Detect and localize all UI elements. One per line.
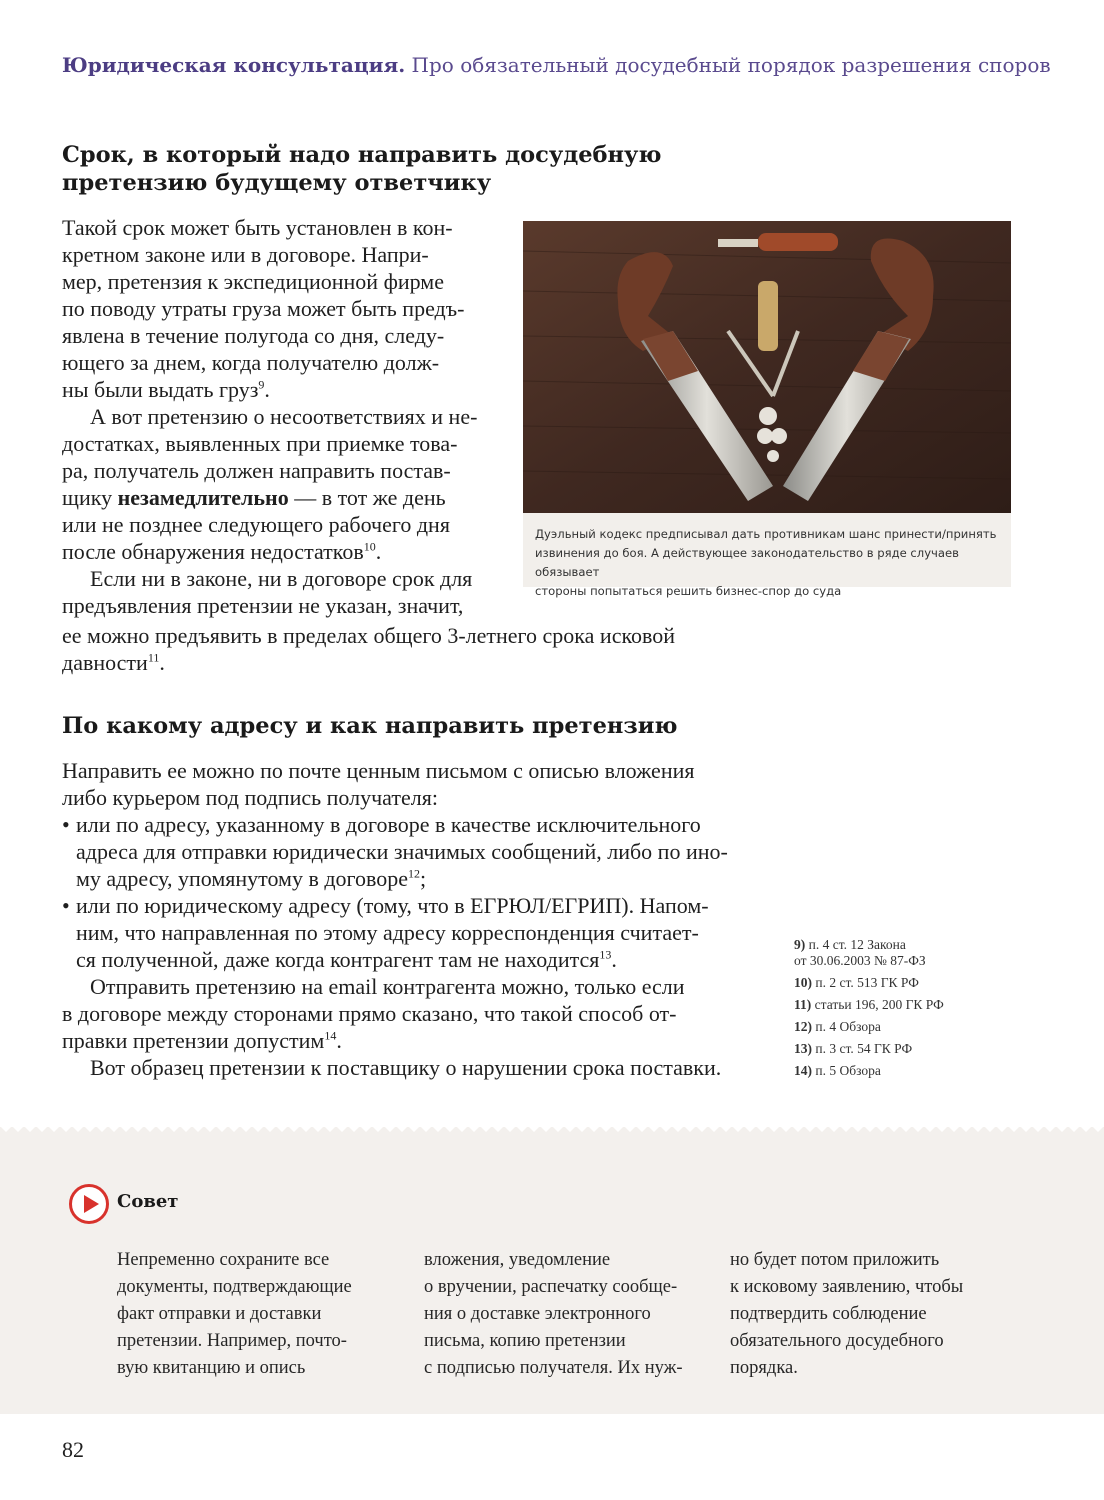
advice-column-1: Непременно сохраните все документы, подтверждающие факт отправки и доставки претензии. Например, почто- вую квитанцию и опись [117, 1250, 352, 1378]
footnote: 10) п. 2 ст. 513 ГК РФ [794, 975, 919, 990]
footnote-continuation: от 30.06.2003 № 87-ФЗ [794, 953, 926, 968]
address-options-list [62, 811, 752, 973]
advice-title: Совет [117, 1191, 179, 1212]
paragraph: Такой срок может быть установлен в кон- кретном законе или в договоре. Напри- мер, претензия к экспедиционной фирме по поводу утраты груза может быть предъ- явлена в течение полугода со дня, следу- ющего за днем, когда получателю долж- ны были выдать груз$^9$. [62, 215, 465, 402]
paragraph: А вот претензию о несоответствиях и не- достатках, выявленных при приемке това- ра, получатель должен направить постав- щику незамедлительно — в тот же день или не позднее следующего рабочего дня после обнаружения недостатков$^{10}$. [62, 404, 478, 564]
footnote-ref: 14 [324, 1028, 337, 1043]
paragraph: Если ни в законе, ни в договоре срок для предъявления претензии не указан, значит, [62, 566, 473, 618]
footnote: 12) п. 4 Обзора [794, 1019, 881, 1034]
section-address-body [62, 757, 752, 1081]
page-number: 82 [62, 1437, 84, 1462]
advice-column-2: вложения, уведомление о вручении, распечатку сообще- ния о доставке электронного письма, копию претензии с подписью получателя. Их нуж- [424, 1250, 683, 1378]
paragraph: Направить ее можно по почте ценным письмом с описью вложения либо курьером под подпись получателя: [62, 758, 695, 810]
advice-column-3: но будет потом приложить к исковому заявлению, чтобы подтвердить соблюдение обязательного досудебного порядка. [730, 1250, 964, 1378]
list-item: • или по юридическому адресу (тому, что в ЕГРЮЛ/ЕГРИП). Напом- ним, что направленная по этому адресу корреспонденция считает- ся полученной, даже когда контрагент там не находится$^{13}$. [62, 892, 752, 973]
section-title-deadline: Срок, в который надо направить досудебную претензию будущему ответчику [62, 142, 662, 196]
section-deadline-body-wide: ее можно предъявить в пределах общего 3-летнего срока исковой давности$^{11}$. [62, 623, 676, 675]
footnote-ref: 10 [363, 539, 376, 554]
footnote-ref: 9 [258, 377, 265, 392]
footnote-ref: 13 [599, 947, 612, 962]
footnote: 14) п. 5 Обзора [794, 1063, 881, 1078]
section-title-address: По какому адресу и как направить претензию [62, 713, 678, 739]
dueling-pistols-photo [523, 221, 1011, 513]
paragraph: Вот образец претензии к поставщику о нарушении срока поставки. [90, 1055, 722, 1080]
header-topic: Про обязательный досудебный порядок разрешения споров [411, 53, 1051, 77]
torn-edge [0, 1126, 1104, 1136]
footnotes [794, 934, 1014, 1082]
emphasis: незамедлительно [117, 485, 289, 510]
play-icon [68, 1183, 110, 1225]
header-section: Юридическая консультация. [62, 53, 406, 77]
running-header [62, 53, 1052, 77]
footnote: 11) статьи 196, 200 ГК РФ [794, 997, 944, 1012]
section-deadline-body [62, 214, 502, 619]
list-item: • или по адресу, указанному в договоре в качестве исключительного адреса для отправки юридически значимых сообщений, либо по ино- му адресу, упомянутому в договоре$^{12}$; [62, 811, 752, 892]
footnote: 13) п. 3 ст. 54 ГК РФ [794, 1041, 913, 1056]
photo-caption: Дуэльный кодекс предписывал дать противникам шанс принести/принять извинения до боя. А действующее законодательство в ряде случаев обязывает стороны попытаться решить бизнес-спор до суда [523, 513, 1011, 587]
footnote: 9) п. 4 ст. 12 Закона [794, 937, 906, 952]
paragraph: Отправить претензию на email контрагента можно, только если в договоре между сторонами прямо сказано, что такой способ от- правки претензии допустим$^{14}$. [62, 974, 685, 1053]
footnote-ref: 11 [147, 650, 160, 665]
footnote-ref: 12 [408, 866, 421, 881]
